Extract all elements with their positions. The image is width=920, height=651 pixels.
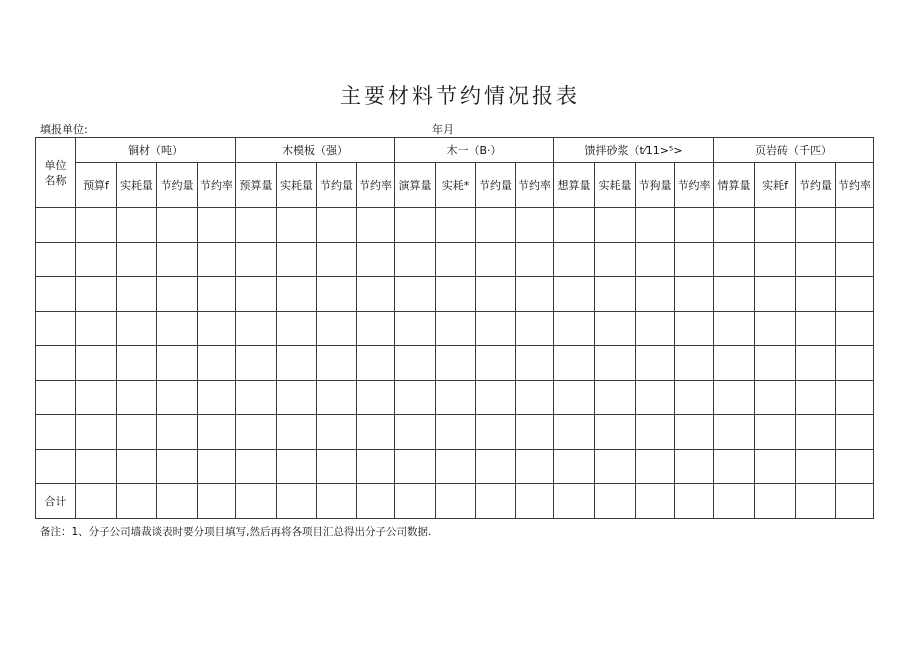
footnote: 备注：1、分子公司墙裁谈表时要分项目填写,然后再将各项目汇总得出分子公司数据. bbox=[40, 526, 432, 538]
data-cell[interactable] bbox=[755, 311, 796, 346]
data-cell[interactable] bbox=[554, 242, 595, 277]
data-cell[interactable] bbox=[395, 277, 436, 312]
unit-name-cell[interactable] bbox=[36, 242, 76, 277]
data-cell[interactable] bbox=[317, 449, 357, 484]
data-cell[interactable] bbox=[277, 277, 317, 312]
column-header: 实耗* bbox=[436, 163, 476, 208]
data-cell[interactable] bbox=[436, 311, 476, 346]
data-cell[interactable] bbox=[595, 242, 636, 277]
data-cell[interactable] bbox=[516, 346, 554, 381]
data-cell[interactable] bbox=[554, 277, 595, 312]
data-cell[interactable] bbox=[395, 311, 436, 346]
data-cell[interactable] bbox=[76, 380, 117, 415]
data-cell[interactable] bbox=[277, 208, 317, 243]
data-cell[interactable] bbox=[317, 415, 357, 450]
data-cell[interactable] bbox=[796, 277, 836, 312]
data-cell[interactable] bbox=[516, 449, 554, 484]
data-cell[interactable] bbox=[636, 208, 675, 243]
data-cell[interactable] bbox=[357, 242, 395, 277]
data-cell[interactable] bbox=[236, 208, 277, 243]
data-cell[interactable] bbox=[357, 277, 395, 312]
data-cell[interactable] bbox=[236, 449, 277, 484]
data-cell[interactable] bbox=[436, 346, 476, 381]
data-cell[interactable] bbox=[236, 311, 277, 346]
total-cell[interactable] bbox=[836, 484, 874, 519]
data-cell[interactable] bbox=[436, 380, 476, 415]
data-cell[interactable] bbox=[157, 208, 198, 243]
data-cell[interactable] bbox=[357, 208, 395, 243]
data-cell[interactable] bbox=[436, 242, 476, 277]
total-cell[interactable] bbox=[554, 484, 595, 519]
data-cell[interactable] bbox=[714, 242, 755, 277]
data-cell[interactable] bbox=[636, 449, 675, 484]
unit-name-header bbox=[36, 138, 76, 208]
data-cell[interactable] bbox=[836, 449, 874, 484]
data-cell[interactable] bbox=[236, 242, 277, 277]
data-cell[interactable] bbox=[236, 415, 277, 450]
total-cell[interactable] bbox=[357, 484, 395, 519]
data-cell[interactable] bbox=[198, 208, 236, 243]
data-cell[interactable] bbox=[436, 208, 476, 243]
total-cell[interactable] bbox=[317, 484, 357, 519]
data-cell[interactable] bbox=[675, 449, 714, 484]
data-cell[interactable] bbox=[796, 415, 836, 450]
data-cell[interactable] bbox=[476, 449, 516, 484]
data-cell[interactable] bbox=[317, 311, 357, 346]
data-cell[interactable] bbox=[317, 346, 357, 381]
data-cell[interactable] bbox=[436, 415, 476, 450]
total-cell[interactable] bbox=[636, 484, 675, 519]
data-cell[interactable] bbox=[277, 242, 317, 277]
data-cell[interactable] bbox=[755, 208, 796, 243]
column-header: 节约量 bbox=[157, 163, 198, 208]
data-cell[interactable] bbox=[357, 311, 395, 346]
header-sub-row bbox=[36, 163, 874, 208]
data-cell[interactable] bbox=[198, 449, 236, 484]
column-header: 节约量 bbox=[317, 163, 357, 208]
table-row bbox=[36, 242, 874, 277]
data-cell[interactable] bbox=[76, 449, 117, 484]
data-cell[interactable] bbox=[476, 346, 516, 381]
data-cell[interactable] bbox=[836, 346, 874, 381]
data-cell[interactable] bbox=[117, 346, 157, 381]
data-cell[interactable] bbox=[675, 311, 714, 346]
year-month-label: 年月 bbox=[432, 123, 454, 136]
data-cell[interactable] bbox=[117, 311, 157, 346]
table-row bbox=[36, 277, 874, 312]
column-header: 节约率 bbox=[198, 163, 236, 208]
data-cell[interactable] bbox=[714, 208, 755, 243]
data-cell[interactable] bbox=[476, 380, 516, 415]
data-cell[interactable] bbox=[714, 449, 755, 484]
data-cell[interactable] bbox=[198, 311, 236, 346]
data-cell[interactable] bbox=[395, 380, 436, 415]
data-cell[interactable] bbox=[836, 208, 874, 243]
data-cell[interactable] bbox=[796, 449, 836, 484]
data-cell[interactable] bbox=[76, 242, 117, 277]
data-cell[interactable] bbox=[236, 380, 277, 415]
data-cell[interactable] bbox=[317, 380, 357, 415]
data-cell[interactable] bbox=[714, 311, 755, 346]
reporting-unit-label: 填报单位: bbox=[40, 123, 88, 136]
unit-name-cell[interactable] bbox=[36, 277, 76, 312]
total-cell[interactable] bbox=[198, 484, 236, 519]
table-row bbox=[36, 346, 874, 381]
total-cell[interactable] bbox=[236, 484, 277, 519]
column-header: 节约率 bbox=[675, 163, 714, 208]
total-cell[interactable] bbox=[395, 484, 436, 519]
data-cell[interactable] bbox=[157, 242, 198, 277]
data-cell[interactable] bbox=[554, 208, 595, 243]
data-cell[interactable] bbox=[796, 242, 836, 277]
data-cell[interactable] bbox=[836, 242, 874, 277]
data-cell[interactable] bbox=[157, 277, 198, 312]
table-row bbox=[36, 380, 874, 415]
data-cell[interactable] bbox=[675, 346, 714, 381]
data-cell[interactable] bbox=[636, 277, 675, 312]
total-cell[interactable] bbox=[516, 484, 554, 519]
material-group-header: 馈拌砂浆（t⁄11>⁵> bbox=[554, 138, 714, 163]
column-header: 节约量 bbox=[476, 163, 516, 208]
column-header: 实耗量 bbox=[277, 163, 317, 208]
data-cell[interactable] bbox=[117, 208, 157, 243]
data-cell[interactable] bbox=[636, 415, 675, 450]
total-cell[interactable] bbox=[796, 484, 836, 519]
data-cell[interactable] bbox=[76, 277, 117, 312]
data-cell[interactable] bbox=[436, 449, 476, 484]
data-cell[interactable] bbox=[636, 346, 675, 381]
column-header: 实耗量 bbox=[595, 163, 636, 208]
data-cell[interactable] bbox=[476, 208, 516, 243]
material-group-header: 木一（B·） bbox=[395, 138, 554, 163]
data-cell[interactable] bbox=[117, 380, 157, 415]
data-cell[interactable] bbox=[714, 346, 755, 381]
data-cell[interactable] bbox=[554, 311, 595, 346]
data-cell[interactable] bbox=[554, 346, 595, 381]
data-cell[interactable] bbox=[755, 346, 796, 381]
unit-name-header-line: 名称 bbox=[44, 173, 67, 187]
data-cell[interactable] bbox=[277, 449, 317, 484]
total-label: 合计 bbox=[36, 484, 76, 519]
data-cell[interactable] bbox=[796, 311, 836, 346]
column-header: 节约率 bbox=[836, 163, 874, 208]
data-cell[interactable] bbox=[675, 415, 714, 450]
total-cell[interactable] bbox=[755, 484, 796, 519]
data-cell[interactable] bbox=[675, 242, 714, 277]
column-header: 节约量 bbox=[796, 163, 836, 208]
column-header: 预算f bbox=[76, 163, 117, 208]
data-cell[interactable] bbox=[436, 277, 476, 312]
data-cell[interactable] bbox=[675, 380, 714, 415]
data-cell[interactable] bbox=[595, 380, 636, 415]
data-cell[interactable] bbox=[317, 242, 357, 277]
data-cell[interactable] bbox=[836, 415, 874, 450]
table-row bbox=[36, 208, 874, 243]
unit-name-cell[interactable] bbox=[36, 380, 76, 415]
data-cell[interactable] bbox=[157, 449, 198, 484]
data-cell[interactable] bbox=[117, 449, 157, 484]
data-cell[interactable] bbox=[675, 277, 714, 312]
unit-name-cell[interactable] bbox=[36, 449, 76, 484]
data-cell[interactable] bbox=[595, 415, 636, 450]
column-header: 想算量 bbox=[554, 163, 595, 208]
data-cell[interactable] bbox=[796, 346, 836, 381]
data-cell[interactable] bbox=[516, 208, 554, 243]
data-cell[interactable] bbox=[636, 242, 675, 277]
unit-name-header-line: 单位 bbox=[44, 158, 67, 172]
data-cell[interactable] bbox=[595, 277, 636, 312]
data-cell[interactable] bbox=[157, 380, 198, 415]
data-cell[interactable] bbox=[395, 415, 436, 450]
data-cell[interactable] bbox=[714, 415, 755, 450]
column-header: 预算量 bbox=[236, 163, 277, 208]
data-cell[interactable] bbox=[554, 380, 595, 415]
data-cell[interactable] bbox=[357, 346, 395, 381]
material-group-header: 页岩砖（千匹） bbox=[714, 138, 874, 163]
column-header: 实耗量 bbox=[117, 163, 157, 208]
total-cell[interactable] bbox=[117, 484, 157, 519]
total-cell[interactable] bbox=[157, 484, 198, 519]
data-cell[interactable] bbox=[317, 208, 357, 243]
total-cell[interactable] bbox=[476, 484, 516, 519]
data-cell[interactable] bbox=[516, 311, 554, 346]
data-cell[interactable] bbox=[636, 380, 675, 415]
total-cell[interactable] bbox=[436, 484, 476, 519]
data-cell[interactable] bbox=[755, 415, 796, 450]
data-cell[interactable] bbox=[236, 346, 277, 381]
data-cell[interactable] bbox=[117, 242, 157, 277]
data-cell[interactable] bbox=[516, 277, 554, 312]
data-cell[interactable] bbox=[157, 415, 198, 450]
data-cell[interactable] bbox=[76, 346, 117, 381]
data-cell[interactable] bbox=[157, 346, 198, 381]
report-title: 主要材料节约情况报表 bbox=[340, 84, 580, 108]
data-cell[interactable] bbox=[395, 346, 436, 381]
data-cell[interactable] bbox=[198, 415, 236, 450]
data-cell[interactable] bbox=[714, 380, 755, 415]
table-row bbox=[36, 449, 874, 484]
data-cell[interactable] bbox=[836, 277, 874, 312]
data-cell[interactable] bbox=[516, 242, 554, 277]
unit-name-cell[interactable] bbox=[36, 415, 76, 450]
material-group-header: 木模板（强） bbox=[236, 138, 395, 163]
data-cell[interactable] bbox=[595, 346, 636, 381]
data-cell[interactable] bbox=[198, 277, 236, 312]
unit-name-cell[interactable] bbox=[36, 208, 76, 243]
column-header: 节约率 bbox=[357, 163, 395, 208]
data-cell[interactable] bbox=[357, 380, 395, 415]
data-cell[interactable] bbox=[357, 415, 395, 450]
data-cell[interactable] bbox=[357, 449, 395, 484]
data-cell[interactable] bbox=[198, 380, 236, 415]
data-cell[interactable] bbox=[476, 415, 516, 450]
data-cell[interactable] bbox=[277, 380, 317, 415]
unit-name-cell[interactable] bbox=[36, 311, 76, 346]
data-cell[interactable] bbox=[76, 415, 117, 450]
data-cell[interactable] bbox=[796, 380, 836, 415]
data-cell[interactable] bbox=[714, 277, 755, 312]
data-cell[interactable] bbox=[198, 242, 236, 277]
data-cell[interactable] bbox=[117, 277, 157, 312]
data-cell[interactable] bbox=[277, 346, 317, 381]
data-cell[interactable] bbox=[476, 311, 516, 346]
data-cell[interactable] bbox=[395, 449, 436, 484]
column-header: 节约率 bbox=[516, 163, 554, 208]
data-cell[interactable] bbox=[836, 311, 874, 346]
data-cell[interactable] bbox=[755, 242, 796, 277]
data-cell[interactable] bbox=[755, 380, 796, 415]
data-cell[interactable] bbox=[157, 311, 198, 346]
total-cell[interactable] bbox=[76, 484, 117, 519]
data-cell[interactable] bbox=[595, 208, 636, 243]
total-cell[interactable] bbox=[714, 484, 755, 519]
table-row bbox=[36, 415, 874, 450]
data-cell[interactable] bbox=[796, 208, 836, 243]
column-header: 情算量 bbox=[714, 163, 755, 208]
data-cell[interactable] bbox=[317, 277, 357, 312]
data-cell[interactable] bbox=[636, 311, 675, 346]
data-cell[interactable] bbox=[755, 449, 796, 484]
data-cell[interactable] bbox=[117, 415, 157, 450]
column-header: 节狗量 bbox=[636, 163, 675, 208]
column-header: 演算量 bbox=[395, 163, 436, 208]
data-cell[interactable] bbox=[675, 208, 714, 243]
data-cell[interactable] bbox=[516, 380, 554, 415]
data-cell[interactable] bbox=[554, 449, 595, 484]
data-cell[interactable] bbox=[236, 277, 277, 312]
data-cell[interactable] bbox=[595, 311, 636, 346]
data-cell[interactable] bbox=[755, 277, 796, 312]
total-row bbox=[36, 484, 874, 519]
data-cell[interactable] bbox=[395, 208, 436, 243]
data-cell[interactable] bbox=[76, 208, 117, 243]
data-cell[interactable] bbox=[595, 449, 636, 484]
table-row bbox=[36, 311, 874, 346]
total-cell[interactable] bbox=[595, 484, 636, 519]
unit-name-cell[interactable] bbox=[36, 346, 76, 381]
data-cell[interactable] bbox=[277, 415, 317, 450]
total-cell[interactable] bbox=[277, 484, 317, 519]
header-group-row bbox=[36, 138, 874, 163]
data-cell[interactable] bbox=[395, 242, 436, 277]
material-group-header: 铜材（吨） bbox=[76, 138, 236, 163]
data-cell[interactable] bbox=[836, 380, 874, 415]
data-cell[interactable] bbox=[76, 311, 117, 346]
data-cell[interactable] bbox=[516, 415, 554, 450]
data-cell[interactable] bbox=[198, 346, 236, 381]
data-cell[interactable] bbox=[476, 242, 516, 277]
total-cell[interactable] bbox=[675, 484, 714, 519]
data-cell[interactable] bbox=[476, 277, 516, 312]
data-cell[interactable] bbox=[554, 415, 595, 450]
column-header: 实耗f bbox=[755, 163, 796, 208]
data-cell[interactable] bbox=[277, 311, 317, 346]
material-savings-table bbox=[35, 137, 874, 519]
